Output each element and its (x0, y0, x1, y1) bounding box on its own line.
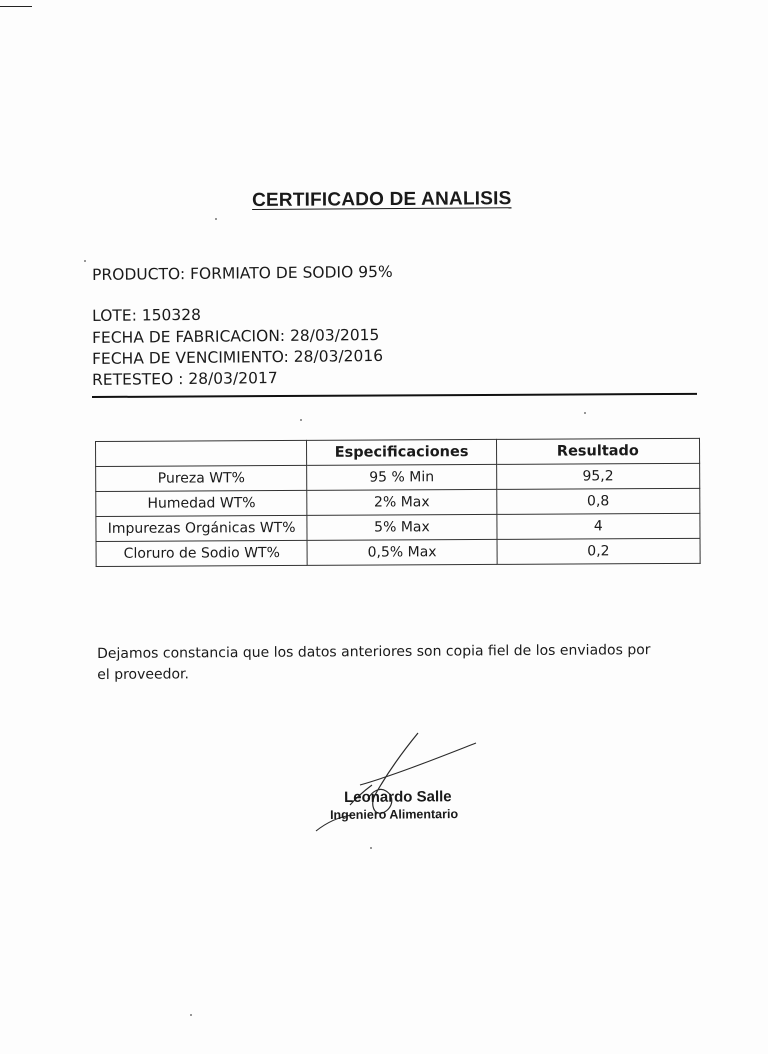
scan-speck (584, 412, 586, 414)
table-row (96, 488, 700, 516)
header-rule (92, 393, 697, 398)
table-cell-parameter: Cloruro de Sodio WT% (96, 540, 307, 566)
specifications-table (95, 438, 701, 567)
table-cell-result: 0,8 (496, 488, 699, 514)
retest-line: RETESTEO : 28/03/2017 (92, 369, 278, 389)
table-cell-parameter: Impurezas Orgánicas WT% (96, 515, 307, 541)
table-cell-specification: 95 % Min (307, 464, 496, 490)
handwritten-signature (300, 725, 490, 840)
table-header-cell (96, 440, 307, 466)
table-cell-result: 0,2 (497, 538, 700, 564)
table-row (96, 463, 700, 491)
table-cell-parameter: Pureza WT% (96, 465, 307, 491)
scan-speck (190, 1014, 192, 1016)
signatory-role: Ingeniero Alimentario (330, 807, 459, 822)
table-cell-result: 95,2 (496, 463, 699, 489)
certification-note: Dejamos constancia que los datos anteriores son copia fiel de los enviados por el proveedor. (97, 642, 651, 683)
lot-line: LOTE: 150328 (92, 305, 202, 325)
scan-speck (300, 419, 302, 421)
manufacture-date-line: FECHA DE FABRICACION: 28/03/2015 (92, 325, 380, 347)
document-title: CERTIFICADO DE ANALISIS (252, 188, 512, 211)
table-header-cell: Resultado (496, 438, 699, 464)
table-header-row (96, 438, 700, 466)
table-row (96, 513, 700, 541)
expiry-date-line: FECHA DE VENCIMIENTO: 28/03/2016 (92, 346, 384, 368)
scan-speck (370, 847, 372, 849)
table-cell-result: 4 (497, 513, 700, 539)
scan-corner-mark (0, 6, 32, 7)
signatory-name: Leonardo Salle (344, 788, 452, 806)
table-cell-parameter: Humedad WT% (96, 490, 307, 516)
table-cell-specification: 0,5% Max (307, 539, 496, 565)
table-header-cell: Especificaciones (307, 439, 496, 465)
scan-speck (215, 218, 217, 220)
scan-speck (84, 260, 86, 262)
table-cell-specification: 5% Max (307, 514, 496, 540)
product-line: PRODUCTO: FORMIATO DE SODIO 95% (92, 262, 393, 284)
table-row (96, 538, 700, 566)
table-cell-specification: 2% Max (307, 489, 496, 515)
